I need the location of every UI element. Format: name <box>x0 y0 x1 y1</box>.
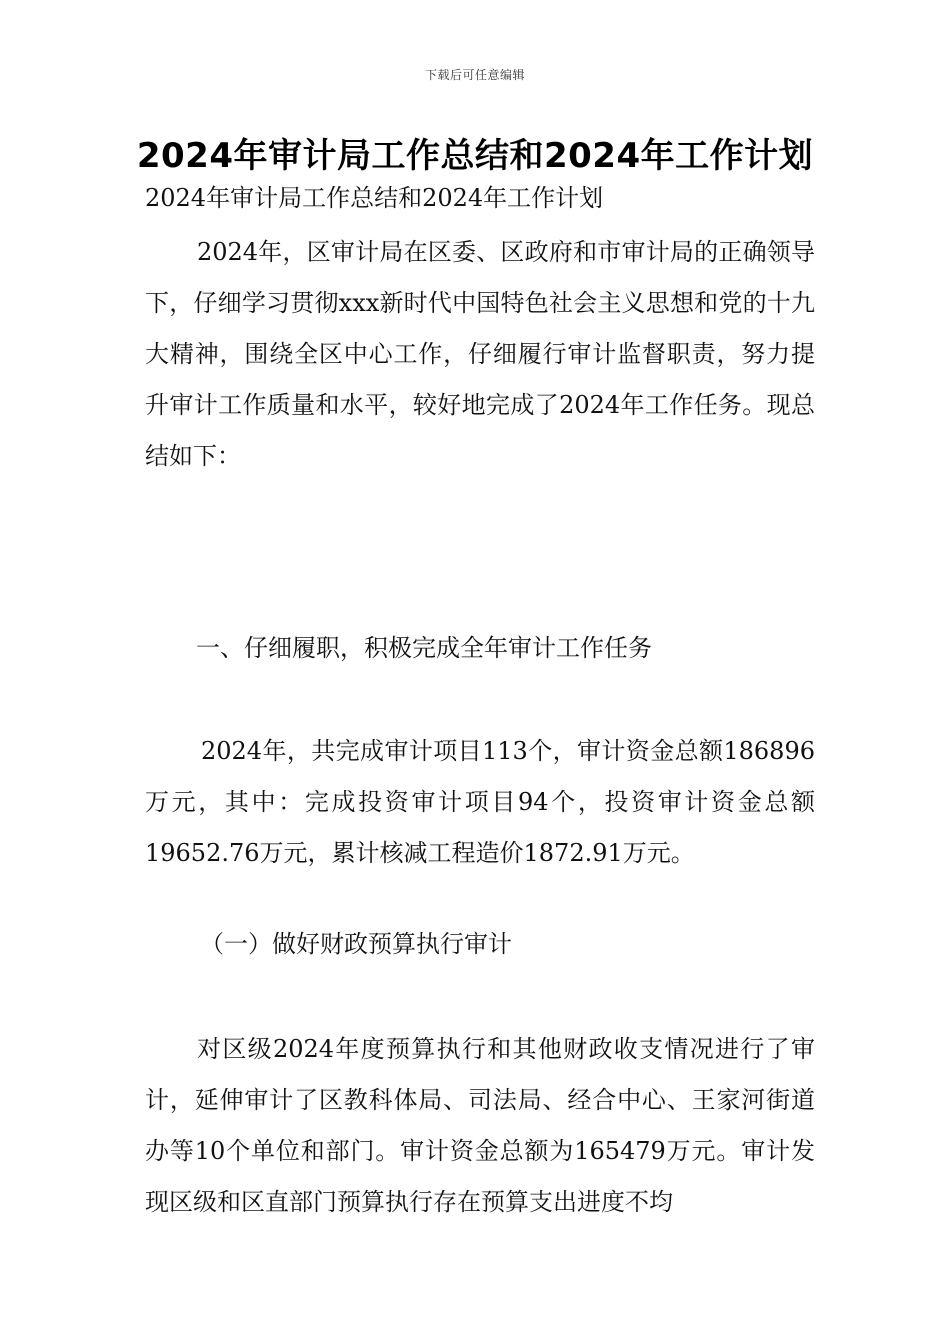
page-header-note: 下载后可任意编辑 <box>424 68 525 82</box>
document-subtitle: 2024年审计局工作总结和2024年工作计划 <box>145 184 604 212</box>
subsection-1-paragraph: 对区级2024年度预算执行和其他财政收支情况进行了审计，延伸审计了区教科体局、司法局、经合中心、王家河街道办等10个单位和部门。审计资金总额为165479万元。审计发现区级和区直部门预算执行存在预算支出进度不均 <box>145 1035 815 1216</box>
section-1-paragraph: 2024年，共完成审计项目113个，审计资金总额186896 万元，其中：完成投资审计项目94个，投资审计资金总额19652.76万元，累计核减工程造价1872.91万元。 <box>145 737 815 867</box>
intro-paragraph: 2024年，区审计局在区委、区政府和市审计局的正确领导下，仔细学习贯彻xxx新时代中国特色社会主义思想和党的十九大精神，围绕全区中心工作，仔细履行审计监督职责，努力提升审计工作质量和水平，较好地完成了2024年工作任务。现总结如下： <box>145 238 815 470</box>
section-heading-1: 一、仔细履职，积极完成全年审计工作任务 <box>196 634 652 662</box>
document-title: 2024年审计局工作总结和2024年工作计划 <box>136 136 814 176</box>
subsection-heading-1: （一）做好财政预算执行审计 <box>200 930 512 958</box>
